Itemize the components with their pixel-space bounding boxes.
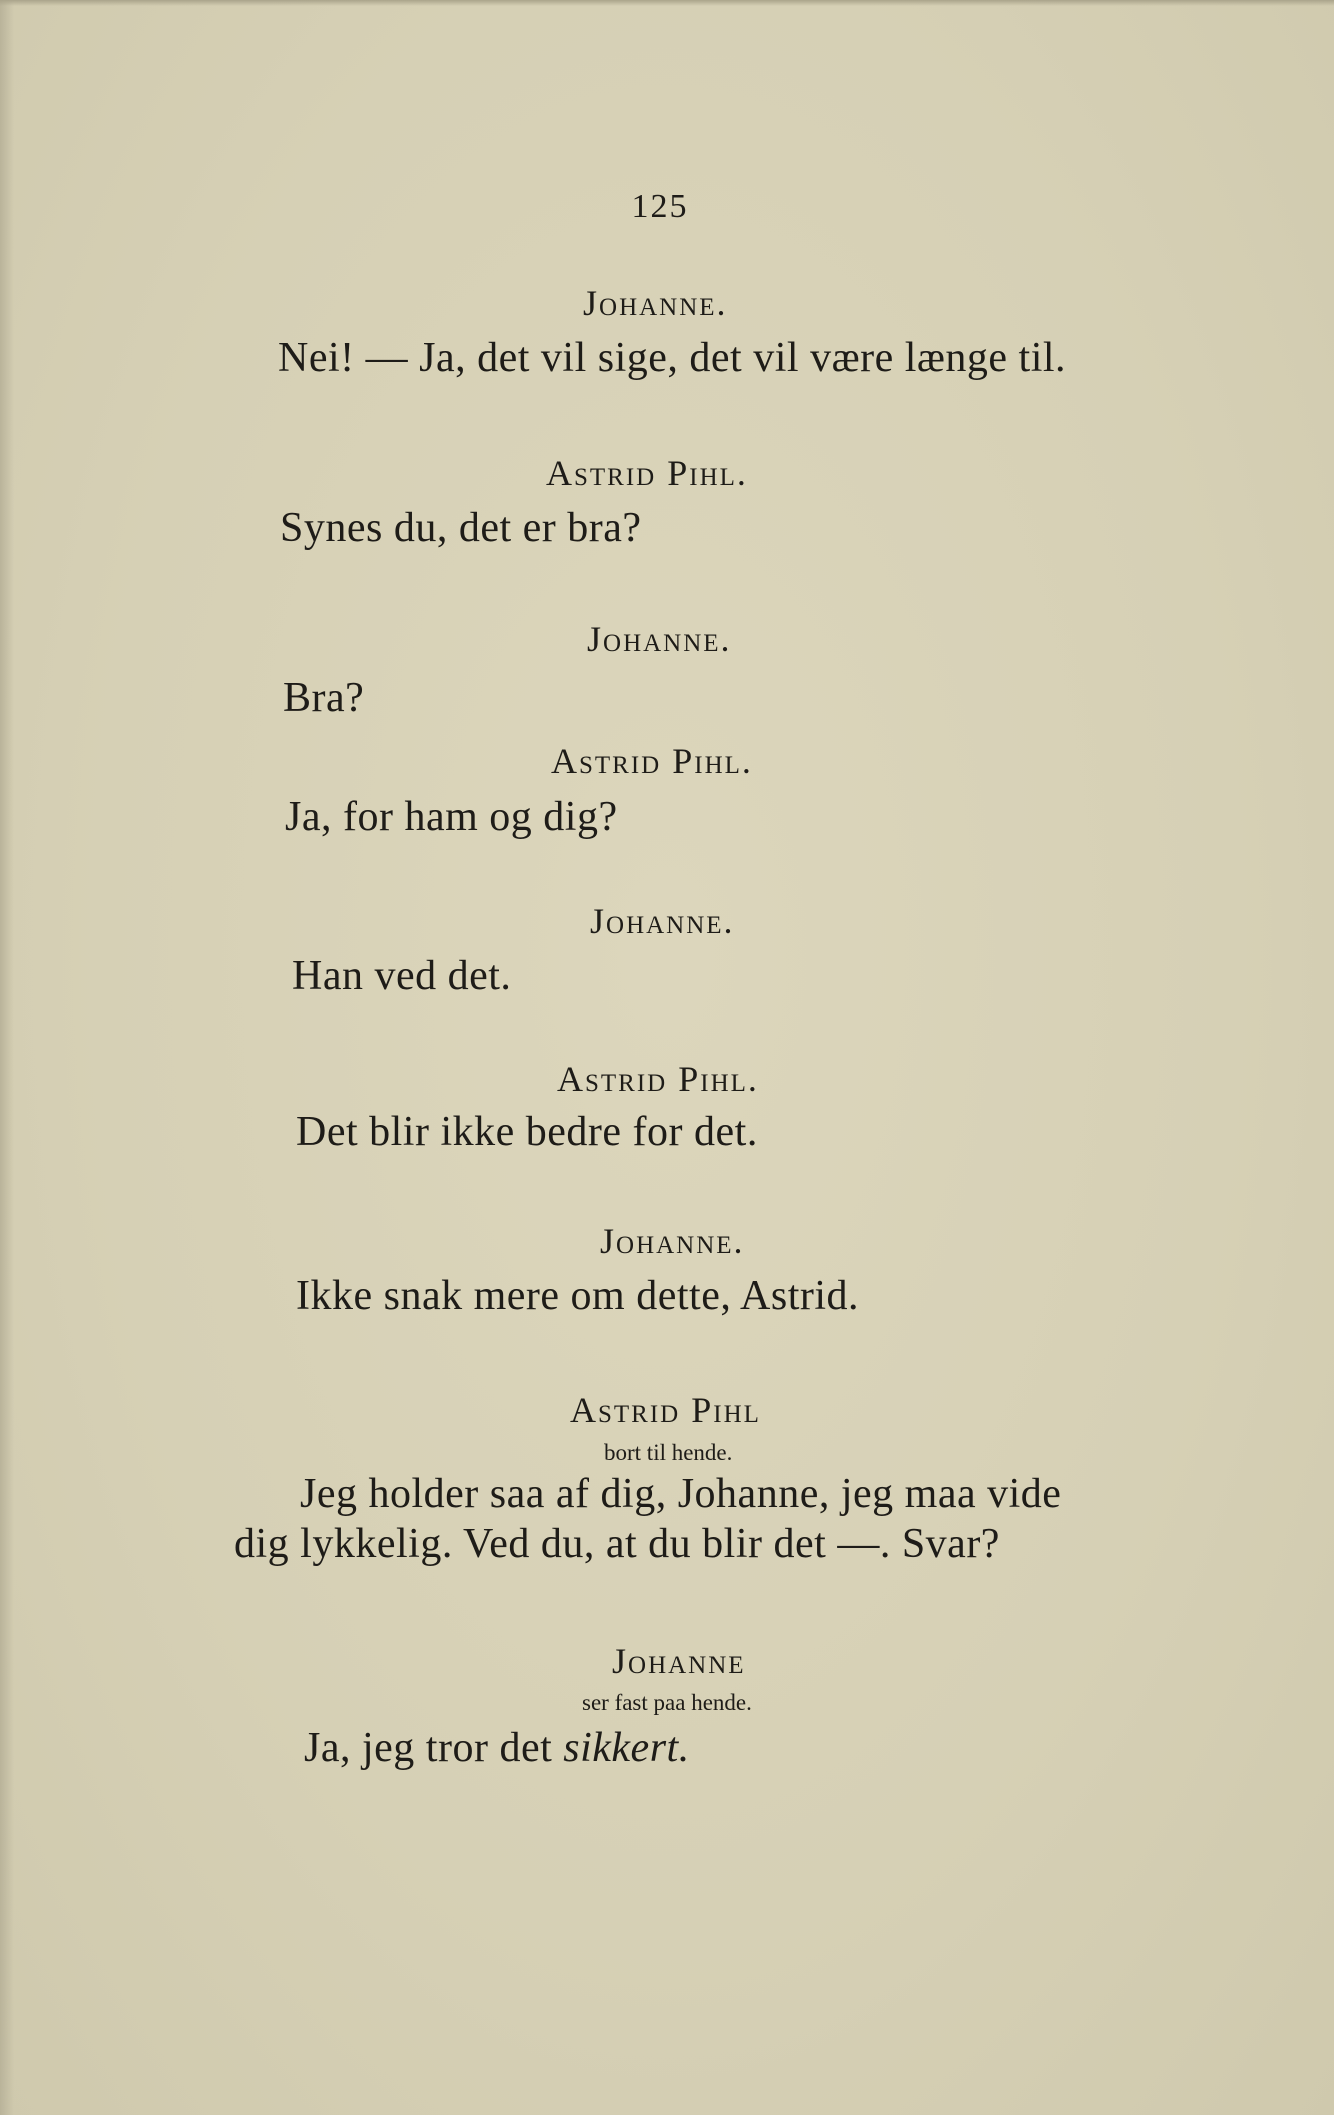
dialogue-line: dig lykkelig. Ved du, at du blir det —. Svar? bbox=[234, 1521, 1000, 1567]
emphasized-word: sikkert. bbox=[563, 1725, 690, 1771]
dialogue-line: Synes du, det er bra? bbox=[280, 505, 642, 551]
dialogue-line bbox=[304, 1724, 690, 1772]
dialogue-line: Det blir ikke bedre for det. bbox=[296, 1109, 758, 1155]
dialogue-line: Ikke snak mere om dette, Astrid. bbox=[296, 1273, 860, 1319]
speaker-name: Johanne. bbox=[583, 283, 728, 323]
speaker-name: Johanne. bbox=[587, 619, 732, 659]
speaker-name: Johanne bbox=[612, 1641, 746, 1681]
page-number: 125 bbox=[631, 188, 689, 225]
stage-direction: ser fast paa hende. bbox=[582, 1690, 752, 1715]
dialogue-text: Ja, jeg tror det bbox=[304, 1725, 553, 1771]
dialogue-line: Ja, for ham og dig? bbox=[285, 794, 618, 840]
speaker-name: Johanne. bbox=[600, 1221, 745, 1261]
dialogue-line: Nei! — Ja, det vil sige, det vil være længe til. bbox=[278, 335, 1067, 381]
dialogue-line: Bra? bbox=[283, 675, 365, 721]
dialogue-line: Han ved det. bbox=[292, 953, 512, 999]
speaker-name: Astrid Pihl bbox=[570, 1390, 761, 1430]
page-top-edge bbox=[0, 0, 1334, 6]
page-left-edge bbox=[0, 0, 14, 2115]
speaker-name: Astrid Pihl. bbox=[551, 741, 753, 781]
speaker-name: Astrid Pihl. bbox=[546, 453, 748, 493]
stage-direction: bort til hende. bbox=[604, 1440, 733, 1465]
speaker-name: Astrid Pihl. bbox=[557, 1059, 759, 1099]
speaker-name: Johanne. bbox=[590, 901, 735, 941]
dialogue-line: Jeg holder saa af dig, Johanne, jeg maa vide bbox=[300, 1471, 1062, 1517]
